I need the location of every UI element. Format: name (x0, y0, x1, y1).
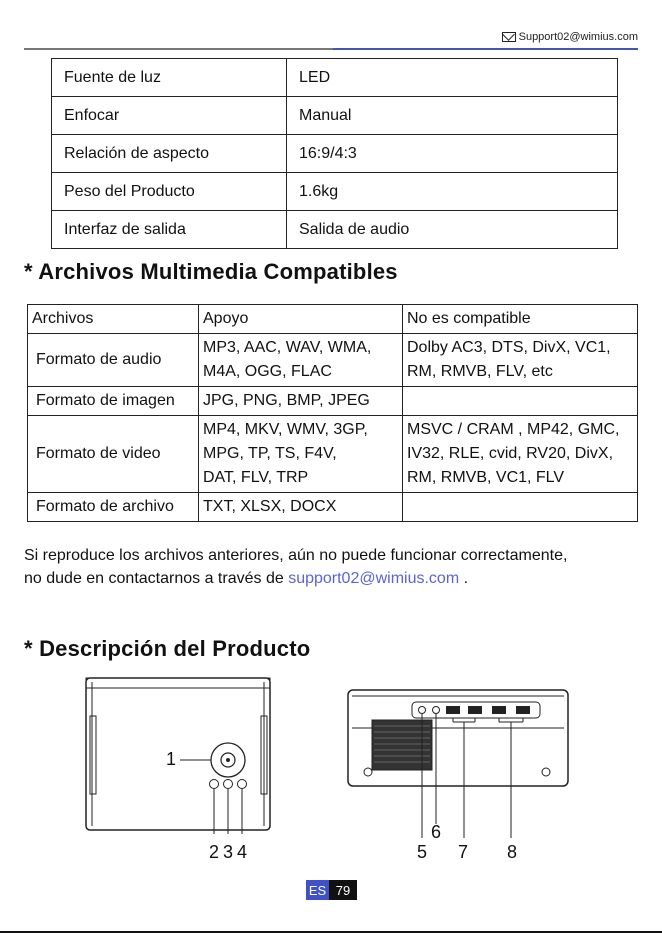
spec-value: Salida de audio (287, 211, 618, 249)
callout-5: 5 (417, 842, 428, 862)
support-cell: TXT, XLSX, DOCX (199, 493, 403, 522)
callout-8: 8 (507, 842, 518, 862)
spec-value: 16:9/4:3 (287, 135, 618, 173)
header-email-text: Support02@wimius.com (518, 31, 638, 43)
table-header-row (28, 305, 638, 334)
format-type: Formato de audio (28, 334, 199, 387)
column-header: Archivos (28, 305, 199, 334)
spec-label: Relación de aspecto (52, 135, 287, 173)
note-paragraph (24, 544, 654, 590)
envelope-icon (502, 32, 516, 42)
format-type: Formato de video (28, 416, 199, 493)
support-cell: JPG, PNG, BMP, JPEG (199, 387, 403, 416)
format-type: Formato de archivo (28, 493, 199, 522)
table-row (52, 135, 618, 173)
spec-label: Peso del Producto (52, 173, 287, 211)
unsupported-cell (403, 387, 638, 416)
page-lang: ES (306, 880, 329, 900)
spec-value: Manual (287, 97, 618, 135)
callout-2: 2 (209, 842, 220, 862)
unsupported-cell: MSVC / CRAM , MP42, GMC, IV32, RLE, cvid, RV20, DivX, RM, RMVB, VC1, FLV (403, 416, 638, 493)
support-cell: MP3, AAC, WAV, WMA, M4A, OGG, FLAC (199, 334, 403, 387)
spec-label: Fuente de luz (52, 59, 287, 97)
format-type: Formato de imagen (28, 387, 199, 416)
callout-6: 6 (431, 822, 442, 842)
table-row (52, 173, 618, 211)
header-email (502, 31, 638, 43)
spec-table (51, 58, 618, 249)
page-number-badge (306, 880, 357, 900)
table-row (28, 334, 638, 387)
support-cell: MP4, MKV, WMV, 3GP, MPG, TP, TS, F4V, DAT, FLV, TRP (199, 416, 403, 493)
media-table (27, 304, 638, 522)
callout-4: 4 (237, 842, 248, 862)
column-header: No es compatible (403, 305, 638, 334)
spec-label: Enfocar (52, 97, 287, 135)
spec-value: LED (287, 59, 618, 97)
callout-1: 1 (166, 749, 177, 769)
spec-value: 1.6kg (287, 173, 618, 211)
callout-3: 3 (223, 842, 234, 862)
section-title-description: * Descripción del Producto (24, 636, 311, 661)
table-row (28, 387, 638, 416)
note-line: no dude en contactarnos a través de support02@wimius.com . (24, 570, 469, 587)
note-line: Si reproduce los archivos anteriores, aún no puede funcionar correctamente, (24, 547, 568, 564)
projector-rear-view (346, 688, 572, 844)
projector-top-view (84, 676, 274, 834)
spec-label: Interfaz de salida (52, 211, 287, 249)
table-row (28, 416, 638, 493)
table-row (52, 97, 618, 135)
header-divider (24, 48, 638, 50)
unsupported-cell (403, 493, 638, 522)
callout-7: 7 (458, 842, 469, 862)
section-title-compatible: * Archivos Multimedia Compatibles (24, 259, 398, 284)
table-row (52, 59, 618, 97)
page-number: 79 (329, 880, 357, 900)
unsupported-cell: Dolby AC3, DTS, DivX, VC1, RM, RMVB, FLV, etc (403, 334, 638, 387)
column-header: Apoyo (199, 305, 403, 334)
table-row (28, 493, 638, 522)
table-row (52, 211, 618, 249)
support-email-link[interactable]: support02@wimius.com (288, 570, 460, 587)
